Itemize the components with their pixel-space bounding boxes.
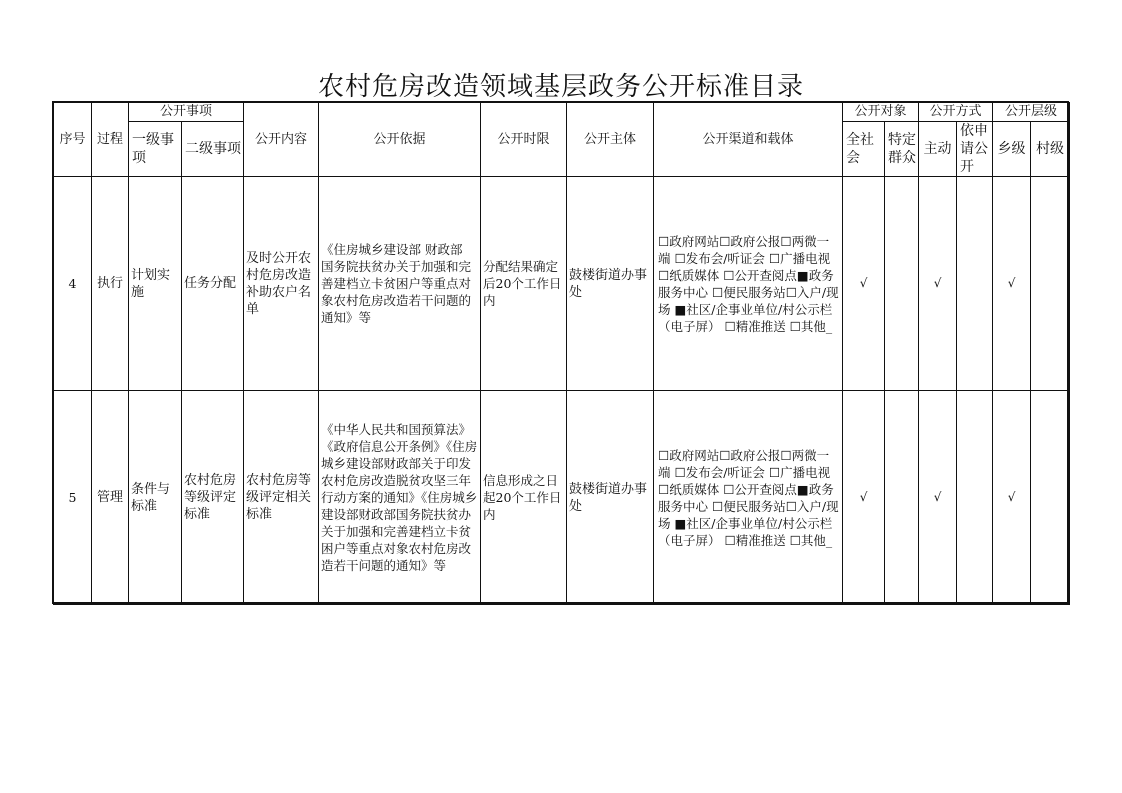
cell-on-request [957,391,993,605]
cell-township: √ [993,177,1031,391]
cell-level1: 条件与标准 [129,391,182,605]
cell-process: 管理 [92,391,129,605]
cell-time-limit: 信息形成之日起20个工作日内 [481,391,567,605]
cell-channels: ☐政府网站☐政府公报☐两微一端 ☐发布会/听证会 ☐广播电视☐纸质媒体 ☐公开查阅点■政务服务中心 ☐便民服务站☐入户/现场 ■社区/企事业单位/村公示栏（电子屏） ☐精准推送 ☐其他_ [654,177,843,391]
header-seq: 序号 [54,103,92,177]
cell-basis: 《住房城乡建设部 财政部 国务院扶贫办关于加强和完善建档立卡贫困户等重点对象农村危房改造若干问题的通知》等 [319,177,481,391]
cell-process: 执行 [92,177,129,391]
cell-content: 及时公开农村危房改造补助农户名单 [244,177,319,391]
catalog-table [53,102,1070,605]
cell-time-limit: 分配结果确定后20个工作日内 [481,177,567,391]
cell-channels: ☐政府网站☐政府公报☐两微一端 ☐发布会/听证会 ☐广播电视☐纸质媒体 ☐公开查阅点■政务服务中心 ☐便民服务站☐入户/现场 ■社区/企事业单位/村公示栏（电子屏） ☐精准推送 ☐其他_ [654,391,843,605]
header-active: 主动 [919,122,957,177]
cell-active: √ [919,177,957,391]
cell-village [1031,177,1070,391]
cell-active: √ [919,391,957,605]
cell-on-request [957,177,993,391]
cell-level1: 计划实施 [129,177,182,391]
cell-level2: 农村危房等级评定标准 [182,391,244,605]
header-all-society: 全社会 [843,122,885,177]
header-village: 村级 [1031,122,1070,177]
cell-specific-group [885,177,919,391]
table-row [54,177,1070,391]
header-basis: 公开依据 [319,103,481,177]
header-time-limit: 公开时限 [481,103,567,177]
header-group-items: 公开事项 [129,103,244,122]
cell-subject: 鼓楼街道办事处 [567,391,654,605]
header-content: 公开内容 [244,103,319,177]
header-group-level: 公开层级 [993,103,1070,122]
cell-township: √ [993,391,1031,605]
header-group-target: 公开对象 [843,103,919,122]
cell-level2: 任务分配 [182,177,244,391]
cell-seq: 5 [54,391,92,605]
header-channels: 公开渠道和载体 [654,103,843,177]
cell-content: 农村危房等级评定相关标准 [244,391,319,605]
header-subject: 公开主体 [567,103,654,177]
cell-all-society: √ [843,177,885,391]
header-level2: 二级事项 [182,122,244,177]
cell-all-society: √ [843,391,885,605]
header-township: 乡级 [993,122,1031,177]
header-process: 过程 [92,103,129,177]
cell-specific-group [885,391,919,605]
cell-seq: 4 [54,177,92,391]
header-specific-group: 特定群众 [885,122,919,177]
table-row [54,391,1070,605]
cell-basis: 《中华人民共和国预算法》《政府信息公开条例》《住房城乡建设部财政部关于印发农村危房改造脱贫攻坚三年行动方案的通知》《住房城乡建设部财政部国务院扶贫办关于加强和完善建档立卡贫困户等重点对象农村危房改造若干问题的通知》等 [319,391,481,605]
cell-subject: 鼓楼街道办事处 [567,177,654,391]
page-title: 农村危房改造领域基层政务公开标准目录 [317,72,804,102]
header-on-request: 依申请公开 [957,122,993,177]
header-group-method: 公开方式 [919,103,993,122]
header-level1: 一级事项 [129,122,182,177]
cell-village [1031,391,1070,605]
